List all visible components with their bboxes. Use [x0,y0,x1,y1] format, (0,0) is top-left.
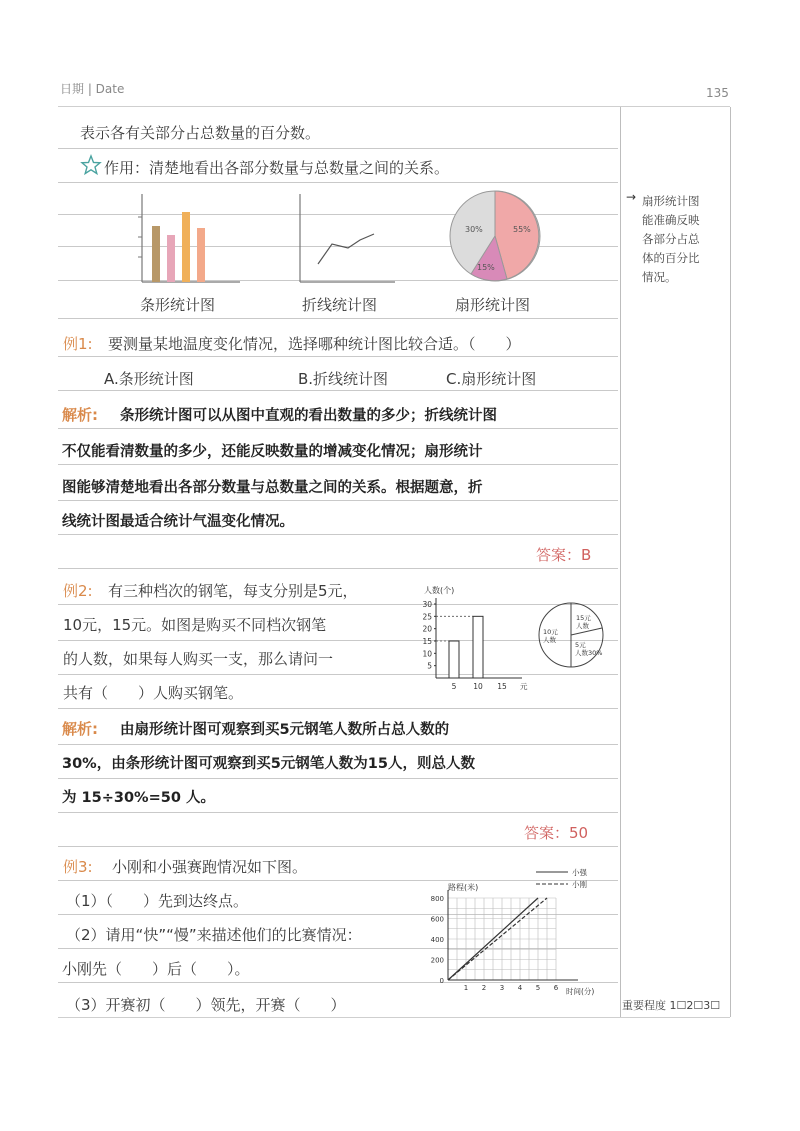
date-label: 日期 | Date [60,82,125,96]
pie-sketch [445,188,545,288]
pen-pie-chart [536,600,606,670]
example2-answer: 答案：50 [524,824,589,842]
race-x-tick-label: 6 [553,984,559,992]
bar-y-tick-label: 15 [422,637,432,646]
top-rule [58,106,730,107]
example1-label: 例1: [63,335,93,353]
rule [58,390,618,391]
pie-label-5: 5元 [575,641,586,649]
star-icon [80,154,102,176]
example1-analysis-label: 解析: [62,406,98,424]
sidebar-note-line: 情况。 [642,270,677,284]
importance-rating: 重要程度 1☐2☐3☐ [622,999,721,1012]
rule [58,500,618,501]
example2-analysis-label: 解析: [62,720,98,738]
example2-question-line: 10元，15元。如图是购买不同档次钢笔 [63,616,327,634]
intro-line: 表示各有关部分占总数量的百分数。 [80,124,321,142]
legend-label: 小强 [572,868,587,877]
race-xlabel: 时间(分) [566,987,595,996]
sidebar-note [642,192,700,287]
rule [58,812,618,813]
example3-label: 例3: [63,858,93,876]
example1-option-a: A.条形统计图 [104,370,194,388]
people-bar-chart [418,582,528,692]
race-y-tick-label: 0 [439,977,444,985]
example3-line: （3）开赛初（ ）领先，开赛（ ） [66,996,346,1014]
caption-bar: 条形统计图 [140,296,216,314]
example3-line: （1）（ ）先到达终点。 [66,892,249,910]
example2-question-line: 有三种档次的钢笔，每支分别是5元， [108,582,358,600]
race-x-tick-label: 1 [463,984,469,992]
sidebar-note-line: 能准确反映 [642,213,700,227]
example1-analysis-line: 不仅能看清数量的多少，还能反映数量的增减变化情况；扇形统计 [62,444,483,460]
sidebar-note-line: 各部分占总 [642,232,700,246]
example3-line: 小刚先（ ）后（ ）。 [62,960,250,978]
bar-y-tick-label: 5 [427,661,432,671]
caption-line: 折线统计图 [302,296,378,314]
race-y-tick-label: 400 [430,936,444,944]
pie-label-10b: 人数 [543,636,556,644]
example1-question: 要测量某地温度变化情况，选择哪种统计图比较合适。（ ） [108,335,521,353]
example2-analysis-line: 为 15÷30%=50 人。 [62,790,215,806]
pie-sketch-label-a: 30% [465,225,483,234]
rule [58,744,618,745]
rule [58,318,618,319]
rule [58,182,618,183]
rule [58,568,618,569]
race-x-tick-label: 5 [535,984,541,992]
sidebar-note-line: 扇形统计图 [642,194,700,208]
rule [58,464,618,465]
pie-sketch-label-b: 55% [513,225,531,234]
example2-question-line: 的人数，如果每人购买一支，那么请问一 [63,650,334,668]
rule [58,708,618,709]
example1-answer: 答案：B [536,546,592,564]
race-x-tick-label: 2 [481,984,487,992]
caption-pie: 扇形统计图 [455,296,531,314]
bar-x-tick-label: 5 [451,682,457,691]
example1-analysis-line: 图能够清楚地看出各部分数量与总数量之间的关系。根据题意，折 [62,480,483,496]
pie-label-5b: 人数30% [575,649,603,657]
function-text: 作用：清楚地看出各部分数量与总数量之间的关系。 [104,159,450,177]
line-sketch [290,192,400,288]
bar-x-unit: 元 [520,682,528,691]
example3-intro: 小刚和小强赛跑情况如下图。 [112,858,308,876]
rule [58,356,618,357]
rule [58,778,618,779]
race-x-tick-label: 4 [517,984,523,992]
race-ylabel: 路程(米) [448,883,479,892]
example1-analysis-line: 条形统计图可以从图中直观的看出数量的多少；折线统计图 [120,408,497,424]
bar [449,641,459,678]
rule [58,604,618,605]
legend-label: 小刚 [572,880,587,889]
bar-sketch [130,192,250,288]
example3-line: （2）请用“快”“慢”来描述他们的比赛情况： [66,926,362,944]
right-edge-line [730,107,731,1017]
page-number: 135 [706,86,729,100]
example2-analysis-line: 30%，由条形统计图可观察到买5元钢笔人数为15人，则总人数 [62,756,475,772]
example1-analysis-line: 线统计图最适合统计气温变化情况。 [62,514,294,530]
pie-label-10: 10元 [543,628,558,636]
bar-x-tick-label: 10 [473,682,483,691]
pie-sketch-label-c: 15% [477,263,495,272]
sidebar-note-line: 体的百分比 [642,251,700,265]
rule [58,640,618,641]
bar-y-tick-label: 20 [422,624,432,634]
race-x-tick-label: 3 [499,984,505,992]
bar [473,616,483,678]
pie-label-15b: 人数 [576,622,589,630]
bar-y-tick-label: 30 [422,600,432,609]
margin-line [620,107,621,1017]
example1-option-b: B.折线统计图 [298,370,389,388]
arrow-icon: → [626,190,637,204]
bar-x-tick-label: 15 [497,682,507,691]
rule [58,534,618,535]
example2-question-line: 共有（ ）人购买钢笔。 [63,684,244,702]
bar-y-tick-label: 25 [422,612,432,622]
bottom-rule [58,1017,730,1018]
example1-option-c: C.扇形统计图 [446,370,537,388]
rule [58,846,618,847]
race-y-tick-label: 800 [430,895,444,903]
race-y-tick-label: 200 [430,956,444,965]
bar-ylabel: 人数(个) [424,586,455,595]
rule [58,428,618,429]
race-line-chart [418,864,614,998]
rule [58,674,618,675]
bar-y-tick-label: 10 [422,649,432,659]
rule [58,148,618,149]
example2-analysis-line: 由扇形统计图可观察到买5元钢笔人数所占总人数的 [120,722,450,738]
example2-label: 例2: [63,582,93,600]
race-y-tick-label: 600 [430,915,444,924]
pie-label-15: 15元 [576,614,591,622]
